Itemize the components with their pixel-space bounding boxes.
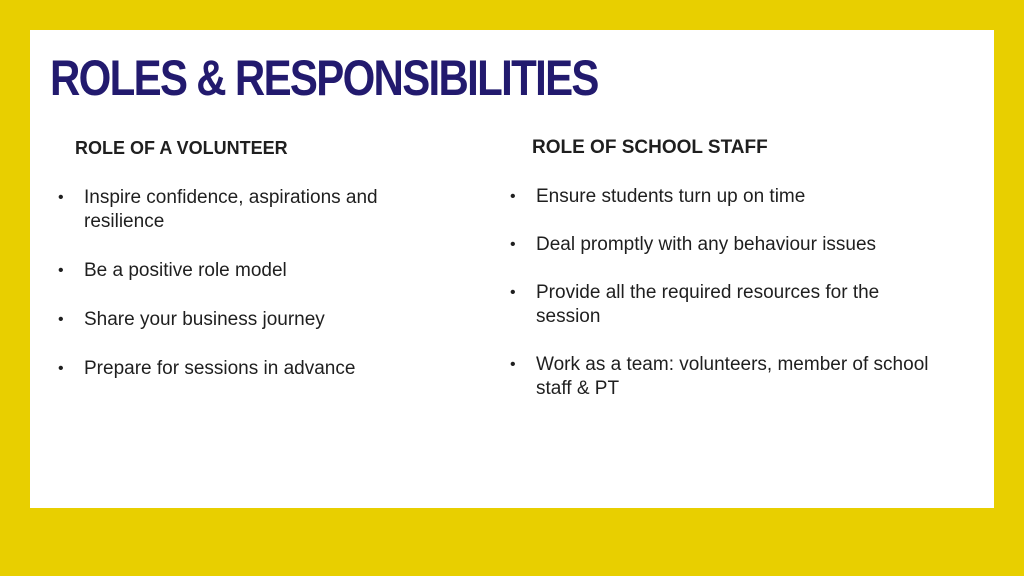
list-item — [58, 186, 458, 234]
list-item-text: Be a positive role model — [84, 260, 287, 281]
list-item — [58, 357, 458, 381]
bullet-icon: • — [510, 284, 516, 301]
volunteer-list — [58, 186, 458, 381]
list-item — [510, 233, 930, 257]
bullet-icon: • — [510, 356, 516, 373]
bullet-icon: • — [58, 189, 64, 206]
list-item-text: Prepare for sessions in advance — [84, 358, 356, 379]
list-item-text: Ensure students turn up on time — [536, 186, 806, 207]
list-item-text: Inspire confidence, aspirations and resilience — [84, 187, 378, 232]
school-staff-column — [510, 136, 930, 425]
bullet-icon: • — [58, 360, 64, 377]
list-item-text: Work as a team: volunteers, member of school staff & PT — [536, 354, 929, 399]
list-item-text: Share your business journey — [84, 309, 325, 330]
list-item — [510, 353, 930, 401]
list-item — [58, 308, 458, 332]
bullet-icon: • — [510, 188, 516, 205]
volunteer-column — [58, 136, 458, 406]
content-panel — [30, 30, 994, 508]
bullet-icon: • — [510, 236, 516, 253]
school-staff-list — [510, 185, 930, 401]
list-item — [58, 259, 458, 283]
list-item — [510, 185, 930, 209]
list-item-text: Deal promptly with any behaviour issues — [536, 234, 877, 255]
school-staff-heading: ROLE OF SCHOOL STAFF — [532, 137, 768, 158]
list-item-text: Provide all the required resources for the session — [536, 282, 880, 327]
slide-title: ROLES & RESPONSIBILITIES — [50, 50, 598, 106]
bullet-icon: • — [58, 311, 64, 328]
volunteer-heading: ROLE OF A VOLUNTEER — [75, 138, 288, 158]
list-item — [510, 281, 930, 329]
bullet-icon: • — [58, 262, 64, 279]
